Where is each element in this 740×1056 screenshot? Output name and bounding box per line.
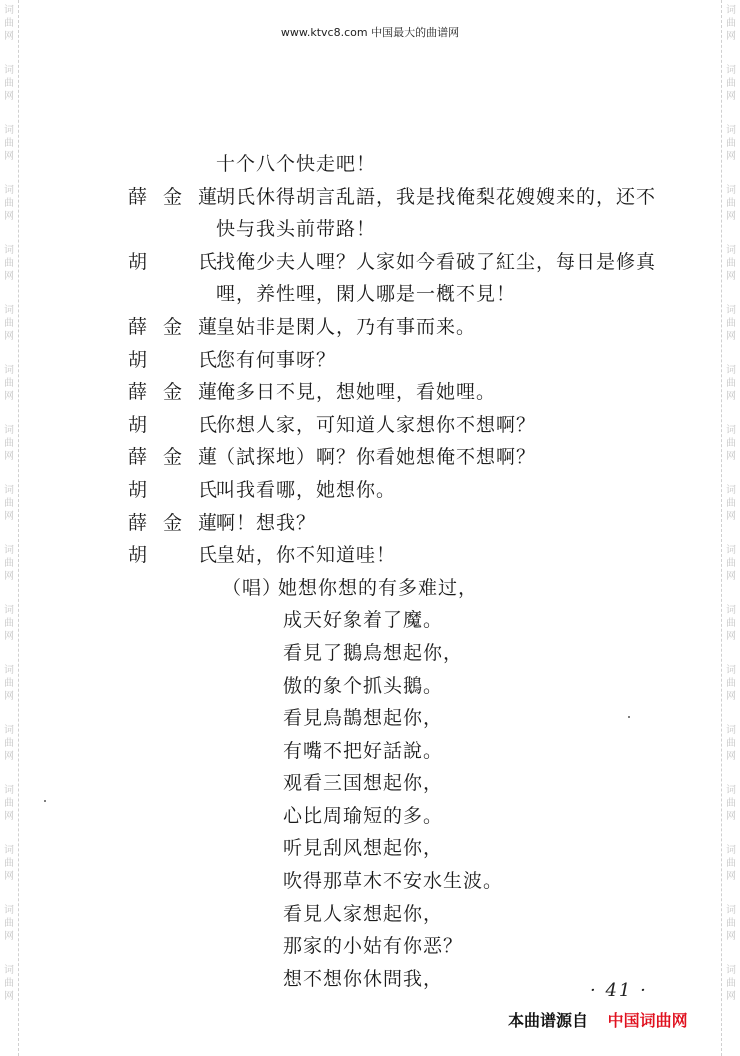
watermark-char: 词 bbox=[4, 665, 14, 676]
watermark-char: 词 bbox=[4, 485, 14, 496]
script-line bbox=[128, 507, 688, 540]
watermark-char: 词 bbox=[726, 305, 736, 316]
watermark-char: 曲 bbox=[4, 318, 14, 329]
script-line bbox=[128, 311, 688, 344]
watermark-char: 曲 bbox=[726, 438, 736, 449]
script-line bbox=[128, 800, 688, 833]
watermark-repeat bbox=[0, 960, 18, 1020]
lyric-line: 那家的小姑有你恶？ bbox=[283, 935, 464, 958]
watermark-repeat bbox=[722, 180, 740, 240]
dialogue-text: 俺多日不見，想她哩，看她哩。 bbox=[216, 381, 497, 404]
watermark-char: 曲 bbox=[726, 978, 736, 989]
watermark-char: 曲 bbox=[726, 258, 736, 269]
watermark-char: 词 bbox=[726, 605, 736, 616]
dialogue-text: 胡氏休得胡言乱語，我是找俺梨花嫂嫂来的，还不 bbox=[216, 185, 657, 208]
speaker-name: 胡 氏 bbox=[128, 544, 218, 567]
watermark-char: 网 bbox=[726, 271, 736, 282]
watermark-char: 词 bbox=[4, 725, 14, 736]
script-line bbox=[128, 572, 688, 605]
speaker-name: 薛金蓮 bbox=[128, 185, 218, 208]
watermark-repeat bbox=[0, 120, 18, 180]
watermark-char: 词 bbox=[726, 5, 736, 16]
watermark-repeat bbox=[0, 420, 18, 480]
watermark-char: 曲 bbox=[726, 738, 736, 749]
watermark-char: 网 bbox=[4, 271, 14, 282]
scan-speck bbox=[628, 716, 630, 718]
watermark-char: 曲 bbox=[4, 978, 14, 989]
lyric-line: 看見人家想起你， bbox=[283, 902, 444, 925]
watermark-char: 词 bbox=[726, 425, 736, 436]
dialogue-text: （試探地）啊？你看她想俺不想啊？ bbox=[216, 446, 537, 469]
watermark-repeat bbox=[0, 600, 18, 660]
watermark-char: 曲 bbox=[726, 18, 736, 29]
watermark-repeat bbox=[0, 780, 18, 840]
dialogue-text: 皇姑，你不知道哇！ bbox=[216, 544, 397, 567]
lyric-line: 有嘴不把好話說。 bbox=[283, 739, 444, 762]
speaker-name: 胡 氏 bbox=[128, 348, 218, 371]
watermark-char: 曲 bbox=[4, 918, 14, 929]
watermark-char: 网 bbox=[726, 91, 736, 102]
watermark-char: 词 bbox=[4, 965, 14, 976]
watermark-char: 网 bbox=[726, 571, 736, 582]
watermark-char: 网 bbox=[726, 811, 736, 822]
watermark-char: 网 bbox=[4, 571, 14, 582]
watermark-repeat bbox=[0, 360, 18, 420]
script-line bbox=[128, 213, 688, 246]
watermark-char: 词 bbox=[726, 545, 736, 556]
watermark-char: 网 bbox=[726, 751, 736, 762]
watermark-repeat bbox=[0, 300, 18, 360]
watermark-repeat bbox=[722, 120, 740, 180]
watermark-char: 词 bbox=[4, 425, 14, 436]
speaker-name: 胡 氏 bbox=[128, 478, 218, 501]
watermark-char: 网 bbox=[726, 31, 736, 42]
watermark-repeat bbox=[0, 900, 18, 960]
watermark-repeat bbox=[0, 180, 18, 240]
watermark-char: 网 bbox=[4, 391, 14, 402]
watermark-char: 词 bbox=[4, 305, 14, 316]
script-line bbox=[128, 344, 688, 377]
watermark-repeat bbox=[722, 540, 740, 600]
right-watermark-strip bbox=[722, 0, 740, 1056]
watermark-char: 网 bbox=[4, 211, 14, 222]
watermark-char: 曲 bbox=[726, 198, 736, 209]
watermark-repeat bbox=[0, 240, 18, 300]
watermark-char: 网 bbox=[4, 331, 14, 342]
watermark-char: 网 bbox=[726, 871, 736, 882]
watermark-repeat bbox=[722, 360, 740, 420]
left-watermark-strip bbox=[0, 0, 18, 1056]
script-line bbox=[128, 832, 688, 865]
watermark-char: 网 bbox=[726, 991, 736, 1002]
watermark-repeat bbox=[722, 900, 740, 960]
lyric-line: 看見了鵝鳥想起你， bbox=[283, 641, 464, 664]
watermark-char: 曲 bbox=[4, 78, 14, 89]
script-line bbox=[128, 930, 688, 963]
watermark-char: 曲 bbox=[4, 678, 14, 689]
watermark-char: 曲 bbox=[726, 678, 736, 689]
watermark-repeat bbox=[0, 660, 18, 720]
watermark-repeat bbox=[722, 660, 740, 720]
watermark-char: 曲 bbox=[726, 318, 736, 329]
script-line bbox=[128, 148, 688, 181]
lyric-line: 观看三国想起你， bbox=[283, 772, 444, 795]
watermark-repeat bbox=[0, 840, 18, 900]
watermark-repeat bbox=[722, 720, 740, 780]
lyric-line: 她想你想的有多难过， bbox=[278, 576, 479, 599]
watermark-char: 曲 bbox=[726, 498, 736, 509]
watermark-repeat bbox=[722, 420, 740, 480]
watermark-char: 词 bbox=[4, 845, 14, 856]
watermark-char: 曲 bbox=[4, 738, 14, 749]
script-body bbox=[128, 148, 688, 995]
watermark-char: 曲 bbox=[4, 558, 14, 569]
watermark-repeat bbox=[0, 480, 18, 540]
script-line bbox=[128, 637, 688, 670]
watermark-repeat bbox=[0, 720, 18, 780]
dialogue-text: 皇姑非是閑人，乃有事而来。 bbox=[216, 315, 477, 338]
watermark-char: 曲 bbox=[726, 558, 736, 569]
watermark-repeat bbox=[722, 300, 740, 360]
watermark-char: 词 bbox=[726, 905, 736, 916]
watermark-char: 网 bbox=[4, 991, 14, 1002]
dialogue-continuation: 哩，养性哩，閑人哪是一槪不見！ bbox=[216, 283, 517, 306]
watermark-repeat bbox=[722, 480, 740, 540]
script-line bbox=[128, 181, 688, 214]
watermark-char: 词 bbox=[726, 845, 736, 856]
lyric-line: 成天好象着了魔。 bbox=[283, 609, 444, 632]
speaker-name: 薛金蓮 bbox=[128, 381, 218, 404]
script-line bbox=[128, 376, 688, 409]
footer-site-link[interactable]: 中国词曲网 bbox=[607, 1011, 688, 1030]
watermark-char: 词 bbox=[4, 365, 14, 376]
page-number: · 41 · bbox=[590, 980, 648, 1001]
watermark-char: 网 bbox=[726, 631, 736, 642]
watermark-char: 曲 bbox=[4, 258, 14, 269]
script-line bbox=[128, 539, 688, 572]
watermark-char: 词 bbox=[726, 785, 736, 796]
watermark-char: 网 bbox=[4, 91, 14, 102]
watermark-char: 词 bbox=[726, 725, 736, 736]
watermark-char: 词 bbox=[4, 185, 14, 196]
script-line bbox=[128, 898, 688, 931]
speaker-name: 薛金蓮 bbox=[128, 315, 218, 338]
watermark-char: 网 bbox=[726, 331, 736, 342]
watermark-char: 曲 bbox=[4, 798, 14, 809]
watermark-char: 网 bbox=[4, 151, 14, 162]
watermark-char: 曲 bbox=[4, 438, 14, 449]
script-line bbox=[128, 441, 688, 474]
watermark-char: 网 bbox=[4, 691, 14, 702]
watermark-repeat bbox=[722, 780, 740, 840]
watermark-char: 网 bbox=[4, 451, 14, 462]
watermark-char: 词 bbox=[726, 185, 736, 196]
lyric-line: 听見刮风想起你， bbox=[283, 837, 444, 860]
watermark-repeat bbox=[0, 60, 18, 120]
script-line bbox=[128, 474, 688, 507]
dialogue-text: 叫我看哪，她想你。 bbox=[216, 478, 397, 501]
watermark-char: 网 bbox=[726, 451, 736, 462]
watermark-char: 曲 bbox=[726, 78, 736, 89]
watermark-char: 词 bbox=[726, 65, 736, 76]
watermark-char: 网 bbox=[4, 511, 14, 522]
script-line bbox=[128, 865, 688, 898]
watermark-char: 词 bbox=[726, 365, 736, 376]
scan-speck bbox=[44, 800, 46, 802]
watermark-char: 网 bbox=[726, 691, 736, 702]
watermark-char: 词 bbox=[4, 785, 14, 796]
page-header-watermark: www.ktvc8.com 中国最大的曲谱网 bbox=[280, 26, 460, 39]
footer-source-label: 本曲谱源自 bbox=[508, 1011, 589, 1030]
watermark-char: 网 bbox=[4, 811, 14, 822]
lyric-line: 想不想你休問我， bbox=[283, 967, 444, 990]
watermark-char: 曲 bbox=[726, 858, 736, 869]
watermark-repeat bbox=[0, 540, 18, 600]
watermark-char: 词 bbox=[726, 965, 736, 976]
watermark-char: 词 bbox=[4, 905, 14, 916]
watermark-char: 网 bbox=[726, 391, 736, 402]
watermark-repeat bbox=[722, 840, 740, 900]
watermark-char: 词 bbox=[4, 245, 14, 256]
watermark-repeat bbox=[722, 960, 740, 1020]
watermark-char: 曲 bbox=[4, 378, 14, 389]
script-line bbox=[128, 702, 688, 735]
watermark-char: 词 bbox=[4, 605, 14, 616]
watermark-char: 词 bbox=[4, 5, 14, 16]
watermark-char: 词 bbox=[726, 485, 736, 496]
watermark-char: 曲 bbox=[4, 858, 14, 869]
watermark-char: 词 bbox=[4, 125, 14, 136]
watermark-repeat bbox=[722, 600, 740, 660]
dialogue-text: 你想人家，可知道人家想你不想啊？ bbox=[216, 413, 537, 436]
watermark-char: 词 bbox=[726, 665, 736, 676]
lyric-line: 吹得那草木不安水生波。 bbox=[283, 870, 504, 893]
watermark-char: 网 bbox=[726, 151, 736, 162]
speaker-name: 胡 氏 bbox=[128, 250, 218, 273]
watermark-char: 曲 bbox=[726, 918, 736, 929]
watermark-char: 曲 bbox=[4, 138, 14, 149]
sing-cue: （唱） bbox=[222, 576, 283, 599]
dialogue-continuation: 快与我头前带路！ bbox=[216, 218, 377, 241]
lyric-line: 傲的象个抓头鵝。 bbox=[283, 674, 444, 697]
dialogue-text: 找俺少夫人哩？人家如今看破了紅尘，每日是修真 bbox=[216, 250, 657, 273]
watermark-char: 曲 bbox=[4, 618, 14, 629]
script-line bbox=[128, 670, 688, 703]
speaker-name: 薛金蓮 bbox=[128, 511, 218, 534]
watermark-char: 词 bbox=[726, 125, 736, 136]
dialogue-text: 您有何事呀？ bbox=[216, 348, 337, 371]
watermark-repeat bbox=[722, 240, 740, 300]
speaker-name: 胡 氏 bbox=[128, 413, 218, 436]
watermark-char: 词 bbox=[4, 65, 14, 76]
watermark-char: 词 bbox=[726, 245, 736, 256]
speaker-name: 薛金蓮 bbox=[128, 446, 218, 469]
script-line bbox=[128, 246, 688, 279]
watermark-char: 网 bbox=[4, 631, 14, 642]
footer-source bbox=[508, 1008, 688, 1031]
watermark-char: 网 bbox=[4, 931, 14, 942]
watermark-char: 曲 bbox=[726, 618, 736, 629]
script-line bbox=[128, 735, 688, 768]
watermark-char: 网 bbox=[4, 871, 14, 882]
watermark-char: 曲 bbox=[726, 138, 736, 149]
watermark-char: 曲 bbox=[4, 198, 14, 209]
script-line bbox=[128, 278, 688, 311]
lyric-line: 看見鳥鵲想起你， bbox=[283, 707, 444, 730]
script-line bbox=[128, 767, 688, 800]
watermark-char: 曲 bbox=[4, 498, 14, 509]
watermark-char: 网 bbox=[726, 211, 736, 222]
watermark-repeat bbox=[722, 60, 740, 120]
dialogue-continuation: 十个八个快走吧！ bbox=[216, 153, 377, 175]
watermark-char: 曲 bbox=[4, 18, 14, 29]
script-line bbox=[128, 604, 688, 637]
watermark-char: 曲 bbox=[726, 798, 736, 809]
watermark-char: 网 bbox=[4, 751, 14, 762]
watermark-char: 网 bbox=[4, 31, 14, 42]
watermark-char: 曲 bbox=[726, 378, 736, 389]
watermark-char: 网 bbox=[726, 511, 736, 522]
watermark-char: 词 bbox=[4, 545, 14, 556]
script-line bbox=[128, 409, 688, 442]
watermark-char: 网 bbox=[726, 931, 736, 942]
lyric-line: 心比周瑜短的多。 bbox=[283, 804, 444, 827]
dialogue-text: 啊！想我？ bbox=[216, 511, 317, 534]
